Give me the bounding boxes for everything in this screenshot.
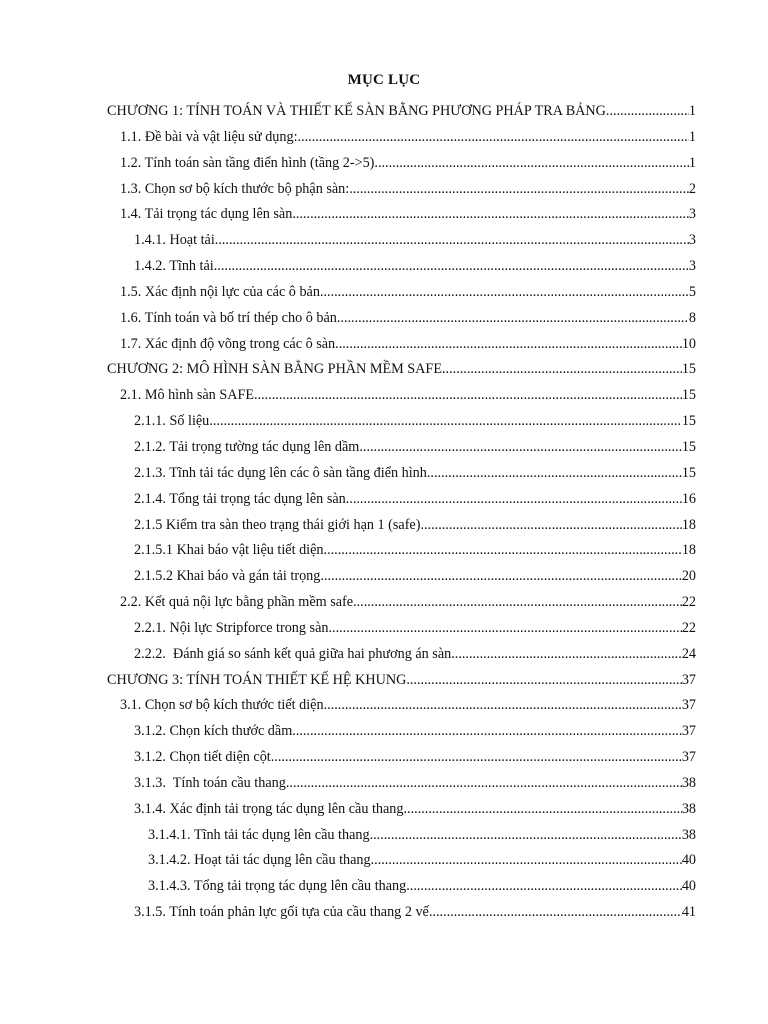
toc-entry[interactable] (107, 719, 696, 745)
toc-leader-dots (606, 99, 689, 125)
toc-entry[interactable] (107, 668, 696, 694)
toc-entry[interactable] (107, 151, 696, 177)
toc-leader-dots (209, 409, 682, 435)
toc-entry-text: 2.2. Kết quả nội lực bằng phần mềm safe (120, 594, 354, 611)
toc-leader-dots (271, 745, 682, 771)
toc-entry-page-number: 1 (688, 103, 696, 119)
toc-title: MỤC LỤC (347, 72, 421, 88)
toc-entry-page-number: 37 (681, 723, 696, 740)
toc-leader-dots (298, 125, 689, 151)
toc-leader-dots (337, 306, 689, 332)
toc-entry[interactable] (107, 177, 696, 203)
toc-entry[interactable] (107, 900, 696, 926)
toc-entry-page-number: 41 (681, 904, 696, 921)
toc-entry-text: 2.1.3. Tĩnh tải tác dụng lên các ô sàn tầng điển hình (134, 464, 427, 481)
toc-entry-text: 1.4.1. Hoạt tải (134, 232, 215, 249)
toc-entry[interactable] (107, 642, 696, 668)
toc-entry-text: CHƯƠNG 3: TÍNH TOÁN THIẾT KẾ HỆ KHUNG (107, 671, 407, 688)
toc-entry[interactable] (107, 487, 696, 513)
toc-entry-page-number: 3 (688, 258, 696, 275)
toc-entry-text: 2.1. Mô hình sàn SAFE (120, 387, 255, 404)
toc-leader-dots (404, 797, 682, 823)
toc-entry-page-number: 3 (688, 206, 696, 223)
toc-entry[interactable] (107, 745, 696, 771)
toc-entry[interactable] (107, 616, 696, 642)
toc-entry-page-number: 18 (681, 516, 696, 533)
toc-entry[interactable] (107, 332, 696, 358)
toc-entry[interactable] (107, 409, 696, 435)
toc-entry-page-number: 1 (688, 154, 696, 171)
toc-entry-text: 3.1.5. Tính toán phản lực gối tựa của cầu thang 2 vế (134, 904, 429, 921)
toc-entry[interactable] (107, 383, 696, 409)
toc-entry[interactable] (107, 823, 696, 849)
toc-entry[interactable] (107, 357, 696, 383)
toc-entry-page-number: 37 (681, 671, 696, 688)
toc-entry-text: 2.1.5 Kiểm tra sàn theo trạng thái giới hạn 1 (safe) (134, 516, 421, 533)
toc-entry-text: 1.5. Xác định nội lực của các ô bản (120, 283, 320, 300)
toc-entry-page-number: 15 (681, 464, 696, 481)
toc-entry-page-number: 37 (681, 749, 696, 766)
toc-leader-dots (451, 642, 682, 668)
toc-entry[interactable] (107, 797, 696, 823)
toc-entry-text: CHƯƠNG 1: TÍNH TOÁN VÀ THIẾT KẾ SÀN BẰNG PHƯƠNG PHÁP TRA BẢNG (107, 103, 606, 119)
toc-leader-dots (371, 848, 682, 874)
toc-leader-dots (442, 357, 682, 383)
toc-entry-text: 3.1.3. Tính toán cầu thang (134, 774, 286, 791)
toc-entry-text: 3.1.2. Chọn tiết diện cột (134, 749, 271, 766)
toc-entry-text: 2.1.1. Số liệu (134, 413, 210, 430)
toc-entry-page-number: 40 (681, 878, 696, 895)
toc-entry-page-number: 1 (688, 128, 696, 145)
toc-entry-text: 3.1.4.1. Tĩnh tải tác dụng lên cầu thang (148, 826, 370, 843)
toc-entry[interactable] (107, 848, 696, 874)
toc-leader-dots (215, 228, 689, 254)
toc-entry-text: 1.4.2. Tĩnh tải (134, 258, 214, 275)
toc-leader-dots (429, 900, 682, 926)
toc-leader-dots (292, 202, 689, 228)
toc-entry-page-number: 16 (681, 490, 696, 507)
toc-entry[interactable] (107, 99, 696, 125)
toc-entry-page-number: 3 (688, 232, 696, 249)
toc-entry-text: 2.1.2. Tải trọng tường tác dụng lên dầm (134, 438, 360, 455)
toc-entry-page-number: 20 (681, 568, 696, 585)
toc-leader-dots (406, 874, 682, 900)
toc-entry[interactable] (107, 280, 696, 306)
toc-entry-page-number: 15 (681, 387, 696, 404)
toc-entry-page-number: 22 (681, 619, 696, 636)
toc-leader-dots (370, 823, 682, 849)
toc-entry-page-number: 38 (681, 800, 696, 817)
toc-entry-text: 1.2. Tính toán sàn tầng điển hình (tầng 2->5) (120, 154, 375, 171)
toc-entry-page-number: 15 (681, 438, 696, 455)
toc-leader-dots (335, 332, 682, 358)
toc-entry-page-number: 15 (681, 413, 696, 430)
toc-entry-page-number: 5 (688, 283, 696, 300)
toc-leader-dots (286, 771, 682, 797)
toc-leader-dots (320, 564, 681, 590)
toc-entry-page-number: 22 (681, 594, 696, 611)
toc-entry[interactable] (107, 254, 696, 280)
toc-leader-dots (292, 719, 682, 745)
toc-leader-dots (254, 383, 682, 409)
toc-entry-text: 2.1.5.1 Khai báo vật liệu tiết diện (134, 542, 324, 559)
toc-entry-text: 3.1.4. Xác định tải trọng tác dụng lên cầu thang (134, 800, 404, 817)
toc-leader-dots (324, 538, 682, 564)
toc-entry-page-number: 8 (688, 309, 696, 326)
toc-leader-dots (406, 668, 681, 694)
toc-entry-page-number: 2 (688, 180, 696, 197)
toc-entry-page-number: 37 (681, 697, 696, 714)
toc-entry-page-number: 38 (681, 826, 696, 843)
toc-entry-text: 2.1.5.2 Khai báo và gán tải trọng (134, 568, 321, 585)
toc-leader-dots (427, 461, 682, 487)
toc-leader-dots (359, 435, 681, 461)
toc-entry-text: 1.4. Tải trọng tác dụng lên sàn (120, 206, 293, 223)
toc-entry[interactable] (107, 513, 696, 539)
toc-leader-dots (349, 177, 689, 203)
toc-entry-page-number: 15 (681, 361, 696, 378)
toc-entry-page-number: 40 (681, 852, 696, 869)
toc-entry[interactable] (107, 538, 696, 564)
toc-entry-text: 3.1.4.3. Tổng tải trọng tác dụng lên cầu thang (148, 878, 407, 895)
toc-entry[interactable] (107, 435, 696, 461)
toc-entry[interactable] (107, 590, 696, 616)
toc-leader-dots (214, 254, 689, 280)
toc-entry-text: 3.1.4.2. Hoạt tải tác dụng lên cầu thang (148, 852, 371, 869)
toc-entry-text: 1.3. Chọn sơ bộ kích thước bộ phận sàn: (120, 180, 350, 197)
toc-leader-dots (353, 590, 682, 616)
toc-entry-text: 2.1.4. Tổng tải trọng tác dụng lên sàn (134, 490, 346, 507)
toc-entry-text: 1.6. Tính toán và bố trí thép cho ô bản (120, 309, 337, 326)
toc-entry[interactable] (107, 125, 696, 151)
toc-entry[interactable] (107, 874, 696, 900)
toc-entry-text: 2.2.1. Nội lực Stripforce trong sàn (134, 619, 329, 636)
toc-leader-dots (374, 151, 689, 177)
table-of-contents (107, 99, 696, 926)
toc-entry-page-number: 24 (681, 645, 696, 662)
toc-leader-dots (324, 693, 682, 719)
toc-entry-text: 1.7. Xác định độ võng trong các ô sàn (120, 335, 336, 352)
toc-leader-dots (346, 487, 682, 513)
toc-entry-text: 3.1. Chọn sơ bộ kích thước tiết diện (120, 697, 324, 714)
toc-entry[interactable] (107, 693, 696, 719)
toc-leader-dots (420, 513, 681, 539)
toc-entry[interactable] (107, 564, 696, 590)
toc-entry-text: CHƯƠNG 2: MÔ HÌNH SÀN BẰNG PHẦN MỀM SAFE (107, 361, 442, 378)
toc-leader-dots (320, 280, 689, 306)
toc-entry-text: 1.1. Đề bài và vật liệu sử dụng: (120, 128, 298, 145)
toc-entry-text: 3.1.2. Chọn kích thước dầm (134, 723, 293, 740)
toc-entry[interactable] (107, 771, 696, 797)
toc-entry[interactable] (107, 228, 696, 254)
toc-entry-text: 2.2.2. Đánh giá so sánh kết quả giữa hai phương án sàn (134, 645, 452, 662)
toc-entry-page-number: 10 (681, 335, 696, 352)
toc-entry[interactable] (107, 202, 696, 228)
toc-entry[interactable] (107, 461, 696, 487)
toc-entry-page-number: 38 (681, 774, 696, 791)
toc-entry[interactable] (107, 306, 696, 332)
toc-leader-dots (328, 616, 681, 642)
toc-entry-page-number: 18 (681, 542, 696, 559)
